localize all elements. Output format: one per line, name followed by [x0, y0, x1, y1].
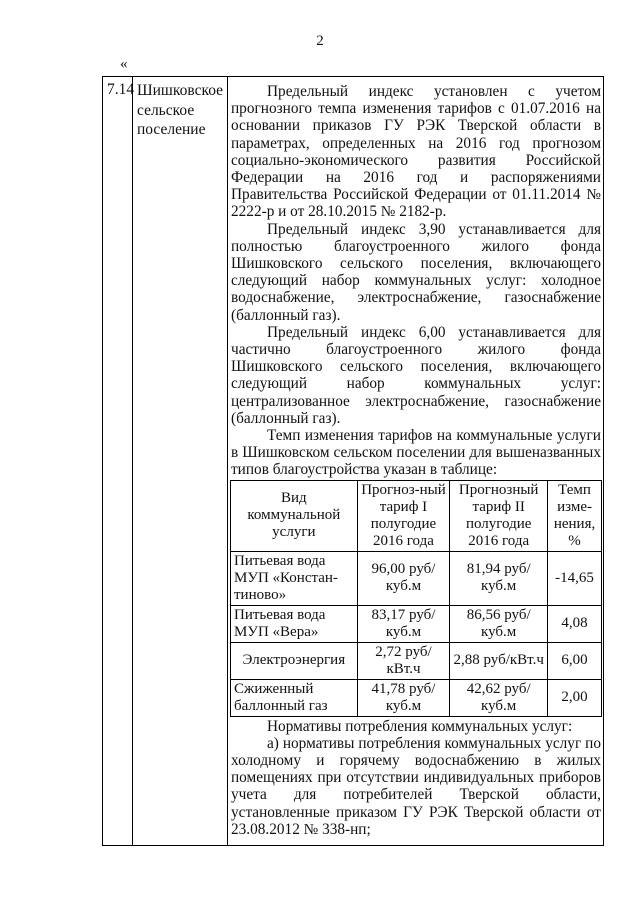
cell-tariff1: 83,17 руб/куб.м — [357, 605, 450, 642]
cell-tariff1: 2,72 руб/кВт.ч — [357, 642, 450, 679]
table-row — [231, 679, 602, 716]
header-tariff-second-half: Прогнозный тариф II полугодие 2016 года — [450, 480, 548, 551]
cell-service: Электроэнергия — [231, 642, 358, 679]
cell-rate: 4,08 — [548, 605, 602, 642]
settlement-name-line: поселение — [137, 121, 206, 138]
row-number: 7.14 — [107, 81, 135, 98]
paragraph-index-partial: Предельный индекс 6,00 устанавливается для частично благоустроенного жилого фонда Шишковского сельского поселения, включающего следующий набор коммунальных услуг: централизованное электроснабжение, газоснабжение (баллонный газ). — [231, 323, 601, 427]
table-row — [231, 551, 602, 605]
opening-quote: « — [120, 56, 128, 72]
cell-tariff1: 41,78 руб/куб.м — [357, 679, 450, 716]
cell-tariff2: 42,62 руб/куб.м — [450, 679, 548, 716]
table-row — [231, 642, 602, 679]
column-divider — [132, 77, 133, 845]
column-divider — [227, 77, 228, 845]
settlement-name-line: сельское — [137, 101, 195, 119]
header-rate: Темп изме-нения, % — [548, 480, 602, 551]
table-row — [231, 605, 602, 642]
tariff-table — [230, 480, 602, 717]
page-number: 2 — [316, 33, 324, 49]
settlement-name — [137, 81, 227, 140]
paragraph-index-basis: Предельный индекс установлен с учетом прогнозного темпа изменения тарифов с 01.07.2016 на основании приказов ГУ РЭК Тверской области в параметрах, определенных на 2016 год прогнозом социально-экономического развития Российской Федерации на 2016 год и распоряжениями Правительства Российской Федерации от 01.11.2014 № 2222-р и от 28.10.2015 № 2182-р. — [231, 83, 601, 221]
cell-service: Питьевая вода МУП «Констан-тиново» — [231, 551, 358, 605]
cell-tariff1: 96,00 руб/куб.м — [357, 551, 450, 605]
cell-rate: 6,00 — [548, 642, 602, 679]
cell-tariff2: 2,88 руб/кВт.ч — [450, 642, 548, 679]
cell-tariff2: 81,94 руб/куб.м — [450, 551, 548, 605]
paragraph-norms-water: а) нормативы потребления коммунальных услуг по холодному и горячему водоснабжению в жилых помещениях при отсутствии индивидуальных приборов учета для потребителей Тверской области, установленные приказом ГУ РЭК Тверской области от 23.08.2012 № 338-нп; — [231, 734, 601, 838]
paragraph-norms-heading: Нормативы потребления коммунальных услуг: — [267, 717, 573, 735]
cell-rate: 2,00 — [548, 679, 602, 716]
header-tariff-first-half: Прогноз-ный тариф I полугодие 2016 года — [357, 480, 450, 551]
cell-tariff2: 86,56 руб/куб.м — [450, 605, 548, 642]
paragraph-table-intro: Темп изменения тарифов на коммунальные услуги в Шишковском сельском поселении для вышеназванных типов благоустройства указан в таблице: — [231, 427, 601, 479]
main-text — [231, 83, 601, 838]
settlement-name-line: Шишковское — [137, 82, 224, 99]
cell-rate: -14,65 — [548, 551, 602, 605]
paragraph-index-full: Предельный индекс 3,90 устанавливается для полностью благоустроенного жилого фонда Шишковского сельского поселения, включающего следующий набор коммунальных услуг: холодное водоснабжение, электроснабжение, газоснабжение (баллонный газ). — [231, 220, 601, 324]
cell-service: Сжиженный баллонный газ — [231, 679, 358, 716]
table-header-row — [231, 480, 602, 551]
document-table-frame — [102, 76, 604, 846]
cell-service: Питьевая вода МУП «Вера» — [231, 605, 358, 642]
header-service: Вид коммунальной услуги — [231, 480, 358, 551]
